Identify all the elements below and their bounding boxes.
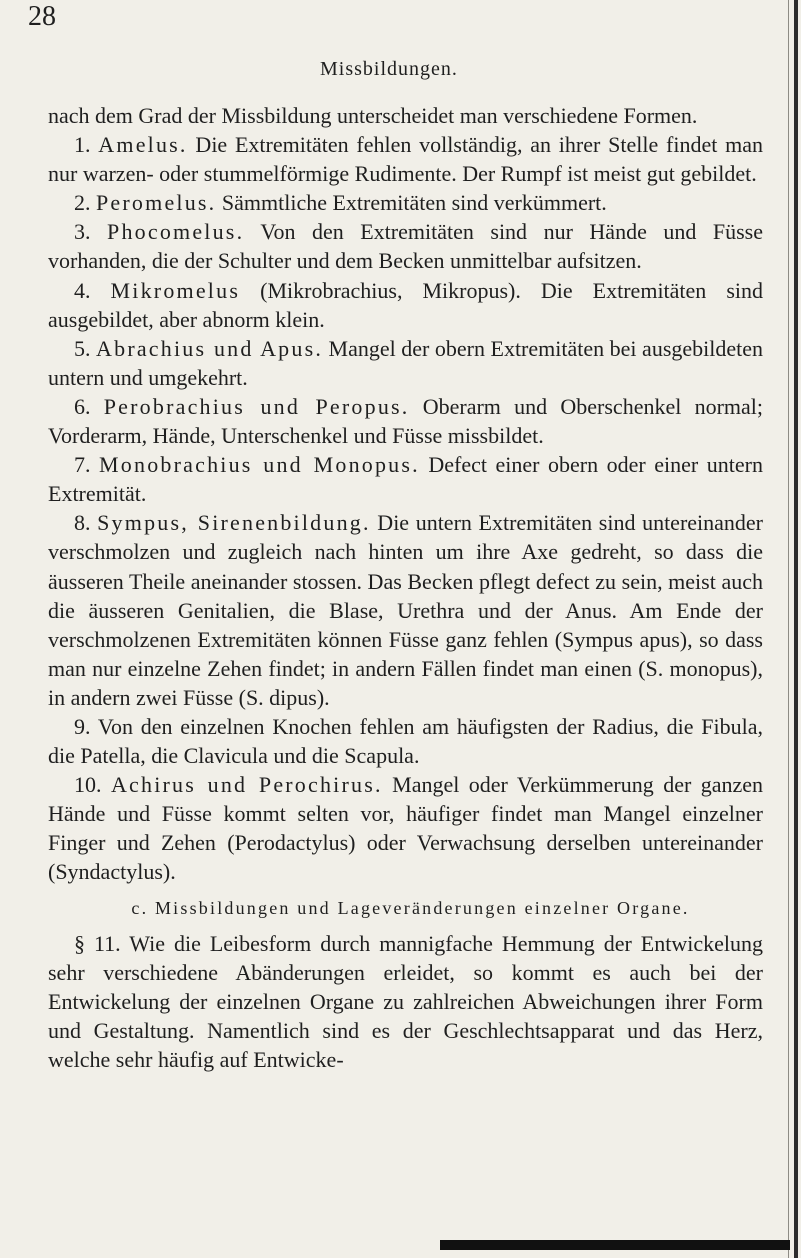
paragraph-peromelus	[48, 188, 763, 217]
paragraph-text: Mangel der obern Extremitäten bei ausgebildeten untern und umgekehrt.	[48, 335, 764, 390]
item-number: 9.	[74, 713, 98, 739]
paragraph-section-11: § 11. Wie die Leibesform durch mannigfache Hemmung der Entwickelung sehr verschiedene Abänderungen erleidet, so kommt es auch bei der Entwickelung der einzelnen Organe zu zahlreichen Abweichungen ihrer Form und Gestaltung. Namentlich sind es der Geschlechtsapparat und das Herz, welche sehr häufig auf Entwicke-	[48, 930, 763, 1072]
item-number: 3.	[74, 219, 108, 245]
running-head: Missbildungen.	[320, 58, 458, 80]
paragraph-sympus	[48, 508, 763, 712]
paragraph-achirus	[48, 770, 763, 886]
item-number: 5.	[74, 335, 97, 361]
paragraph-text: nach dem Grad der Missbildung unterscheidet man verschiedene Formen.	[48, 103, 698, 128]
item-number: 4.	[74, 277, 111, 303]
term-peromelus: Peromelus.	[96, 190, 217, 216]
item-number: 2.	[74, 190, 96, 216]
paragraph-phocomelus	[48, 217, 763, 275]
paragraph-abrachius	[48, 334, 763, 392]
spacer	[48, 887, 763, 897]
paragraph-text: Von den Extremitäten sind nur Hände und Füsse vorhanden, die der Schulter und dem Becken unmittelbar aufsitzen.	[48, 219, 763, 274]
term-perobrachius: Perobrachius und Peropus.	[103, 393, 410, 419]
item-number: 7.	[74, 452, 100, 478]
term-achirus: Achirus und Perochirus.	[110, 772, 383, 798]
body-text	[48, 101, 763, 1074]
paragraph-text: Die untern Extremitäten sind untereinander verschmolzen und zugleich nach hinten um ihre Axe gedreht, so dass die äusseren Theile aneinander stossen. Das Becken pflegt defect zu sein, meist auch die äusseren Genitalien, die Blase, Urethra und der Anus. Am Ende der verschmolzenen Extremitäten können Füsse ganz fehlen (Sympus apus), so dass man nur einzelne Zehen findet; in andern Fällen findet man einen (S. monopus), in andern zwei Füsse (S. dipus).	[48, 510, 763, 710]
item-number: 10.	[74, 772, 111, 798]
paragraph-knochen	[48, 712, 763, 770]
paragraph-intro	[48, 101, 763, 130]
paragraph-text: Sämmtliche Extremitäten sind verkümmert.	[216, 190, 607, 216]
term-sympus: Sympus, Sirenenbildung.	[97, 510, 371, 536]
page-edge	[794, 0, 798, 1258]
paragraph-text: Von den einzelnen Knochen fehlen am häufigsten der Radius, die Fibula, die Patella, die Clavicula und die Scapula.	[48, 713, 763, 769]
item-number: 8.	[74, 510, 98, 536]
paragraph-text: Mangel oder Verkümmerung der ganzen Hände und Füsse kommt selten vor, häufiger findet man Mangel einzelner Finger und Zehen (Perodactylus) oder Verwachsung derselben untereinander (Syndactylus).	[48, 772, 764, 885]
term-mikromelus: Mikromelus	[110, 277, 241, 303]
paragraph-amelus	[48, 130, 763, 188]
section-heading: c. Missbildungen und Lageveränderungen einzelner Organe.	[131, 897, 690, 918]
bottom-scan-artifact	[440, 1240, 790, 1250]
paragraph-text: Die Extremitäten fehlen vollständig, an ihrer Stelle findet man nur warzen- oder stummelförmige Rudimente. Der Rumpf ist meist gut gebildet.	[48, 132, 764, 187]
paragraph-mikromelus	[48, 276, 763, 334]
term-amelus: Amelus.	[98, 132, 188, 158]
term-monobrachius: Monobrachius und Monopus.	[99, 452, 420, 478]
term-phocomelus: Phocomelus.	[107, 219, 245, 245]
page-number: 28	[28, 1, 56, 32]
item-number: 1.	[74, 132, 99, 158]
item-number: 6.	[74, 393, 104, 419]
page-edge-shadow	[788, 0, 789, 1258]
paragraph-monobrachius	[48, 450, 763, 508]
paragraph-text: Oberarm und Oberschenkel normal; Vorderarm, Hände, Unterschenkel und Füsse missbildet.	[48, 393, 764, 449]
paragraph-text: (Mikrobrachius, Mikropus). Die Extremitäten sind ausgebildet, aber abnorm klein.	[48, 277, 763, 332]
paragraph-text: Defect einer obern oder einer untern Extremität.	[48, 452, 764, 507]
paragraph-perobrachius	[48, 392, 763, 450]
term-abrachius: Abrachius und Apus.	[96, 335, 324, 361]
spacer	[48, 919, 763, 929]
